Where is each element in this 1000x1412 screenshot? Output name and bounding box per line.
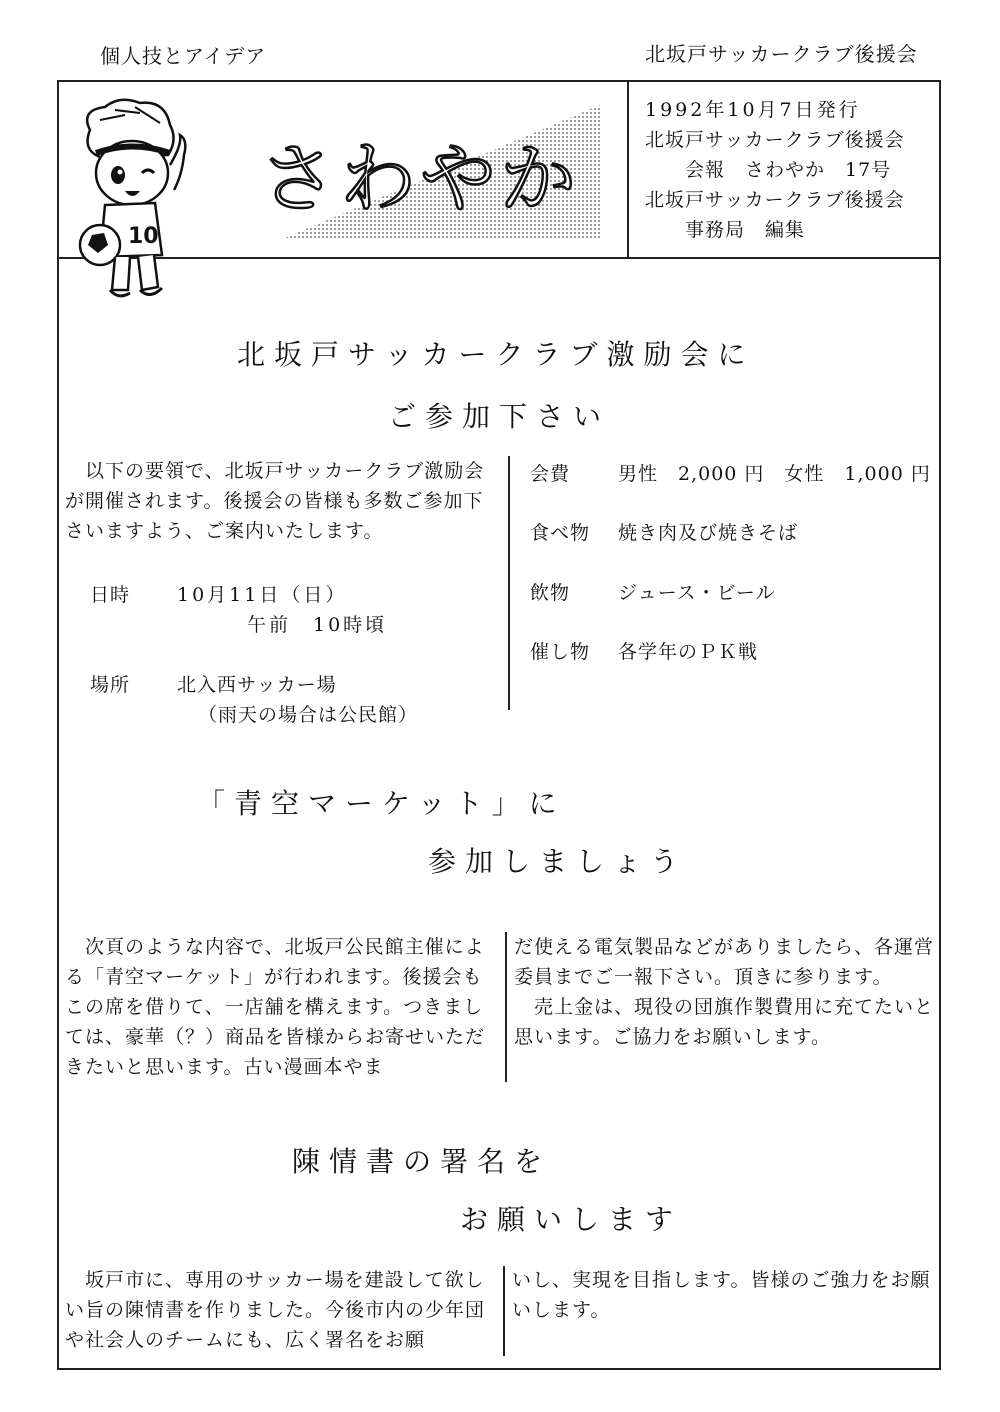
section3-column-1: 坂戸市に、専用のサッカー場を建設して欲しい旨の陳情書を作りました。今後市内の少年団や社会人のチームにも、広く署名をお願 bbox=[65, 1269, 486, 1351]
place-value-2: （雨天の場合は公民館） bbox=[198, 704, 419, 726]
event-value: 各学年のＰＫ戦 bbox=[618, 641, 759, 663]
masthead-info bbox=[645, 95, 905, 245]
section1-column-divider bbox=[508, 456, 510, 710]
header-right-text: 北坂戸サッカークラブ後援会 bbox=[645, 42, 918, 66]
editor-office: 事務局 編集 bbox=[665, 219, 806, 241]
section3-column-2: いし、実現を目指します。皆様のご強力をお願いします。 bbox=[512, 1269, 931, 1321]
editor-org: 北坂戸サッカークラブ後援会 bbox=[645, 189, 905, 211]
section2-column-2a: だ使える電気製品などがありましたら、各運営委員までご一報下さい。頂きに参ります。 bbox=[514, 936, 935, 988]
section1-intro: 以下の要領で、北坂戸サッカークラブ激励会が開催されます。後援会の皆様も多数ご参加下さいますよう、ご案内いたします。 bbox=[65, 460, 485, 542]
date-label: 日時 bbox=[90, 584, 131, 606]
masthead-vertical-divider bbox=[627, 80, 629, 258]
place-label: 場所 bbox=[90, 674, 131, 696]
drink-value: ジュース・ビール bbox=[618, 582, 776, 604]
header-left-text: 個人技とアイデア bbox=[100, 44, 267, 68]
mascot-number: 10 bbox=[128, 224, 159, 249]
section2-column-divider bbox=[505, 932, 507, 1082]
section1-headline-1: 北坂戸サッカークラブ激励会に bbox=[237, 338, 755, 371]
section1-headline-2: ご参加下さい bbox=[388, 400, 611, 433]
issue-number: 会報 さわやか 17号 bbox=[665, 159, 892, 181]
section3-headline-1: 陳情書の署名を bbox=[292, 1145, 552, 1178]
section3-column-divider bbox=[503, 1266, 505, 1356]
date-value-1: 10月11日（日） bbox=[177, 584, 348, 606]
drink-label: 飲物 bbox=[530, 582, 571, 604]
mascot-illustration bbox=[70, 95, 190, 305]
section2-column-1: 次頁のような内容で、北坂戸公民館主催による「青空マーケット」が行われます。後援会もこの席を借りて、一店舗を構えます。つきましては、豪華（？）商品を皆様からお寄せいただきたいと思います。古い漫画本やま bbox=[65, 936, 486, 1078]
food-label: 食べ物 bbox=[530, 522, 591, 544]
food-value: 焼き肉及び焼きそば bbox=[618, 522, 799, 544]
date-value-2: 午前 10時頃 bbox=[247, 614, 388, 636]
fee-value: 男性 2,000 円 女性 1,000 円 bbox=[618, 463, 931, 485]
place-value-1: 北入西サッカー場 bbox=[177, 674, 337, 696]
section2-headline-1: 「青空マーケット」に bbox=[197, 787, 566, 820]
title-logo bbox=[250, 100, 610, 245]
fee-label: 会費 bbox=[530, 463, 571, 485]
publisher: 北坂戸サッカークラブ後援会 bbox=[645, 129, 905, 151]
section2-column-2b: 売上金は、現役の団旗作製費用に充てたいと思います。ご協力をお願いします。 bbox=[514, 996, 935, 1048]
event-label: 催し物 bbox=[530, 641, 591, 663]
issue-date: 1992年10月7日発行 bbox=[645, 99, 861, 121]
logo-text: さわやか bbox=[260, 134, 580, 223]
section3-headline-2: お願いします bbox=[460, 1203, 683, 1236]
section2-headline-2: 参加しましょう bbox=[428, 845, 688, 878]
